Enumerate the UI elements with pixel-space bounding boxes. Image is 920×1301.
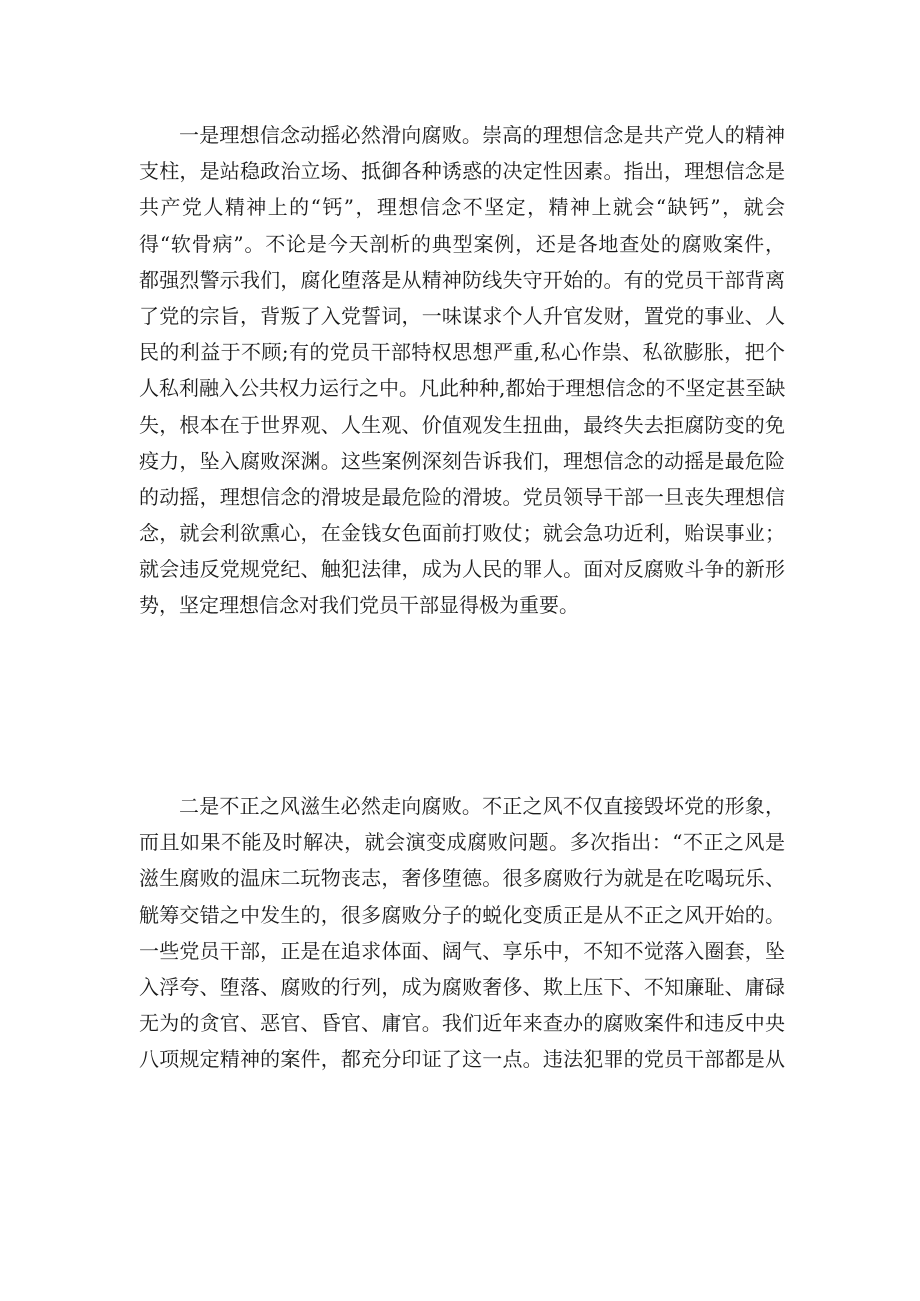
text-line: 失，根本在于世界观、人生观、价值观发生扭曲，最终失去拒腐防变的免 bbox=[139, 412, 785, 437]
paragraph-unhealthy-practices bbox=[139, 788, 785, 1078]
text-line: 念，就会利欲熏心，在金钱女色面前打败仗；就会急功近利，贻误事业； bbox=[139, 521, 785, 546]
text-line: 八项规定精神的案件，都充分印证了这一点。违法犯罪的党员干部都是从 bbox=[139, 1047, 785, 1072]
text-line: 就会违反党规党纪、触犯法律，成为人民的罪人。面对反腐败斗争的新形 bbox=[139, 557, 785, 582]
text-line: 滋生腐败的温床二玩物丧志，奢侈堕德。很多腐败行为就是在吃喝玩乐、 bbox=[139, 866, 785, 891]
text-line: 的动摇，理想信念的滑坡是最危险的滑坡。党员领导干部一旦丧失理想信 bbox=[139, 484, 785, 509]
text-line: 共产党人精神上的“钙”，理想信念不坚定，精神上就会“缺钙”，就会 bbox=[139, 195, 785, 220]
text-line: 无为的贪官、恶官、昏官、庸官。我们近年来查办的腐败案件和违反中央 bbox=[139, 1011, 785, 1036]
text-line: 入浮夸、堕落、腐败的行列，成为腐败奢侈、欺上压下、不知廉耻、庸碌 bbox=[139, 974, 785, 999]
text-line: 人私利融入公共权力运行之中。凡此种种,都始于理想信念的不坚定甚至缺 bbox=[139, 376, 786, 401]
text-line: 了党的宗旨，背叛了入党誓词，一味谋求个人升官发财，置党的事业、人 bbox=[139, 303, 785, 328]
text-line: 疫力，坠入腐败深渊。这些案例深刻告诉我们，理想信念的动摇是最危险 bbox=[139, 448, 785, 473]
text-line: 都强烈警示我们，腐化堕落是从精神防线失守开始的。有的党员干部背离 bbox=[139, 267, 785, 292]
text-line: 觥筹交错之中发生的，很多腐败分子的蜕化变质正是从不正之风开始的。 bbox=[139, 902, 785, 927]
text-line: 势，坚定理想信念对我们党员干部显得极为重要。 bbox=[139, 593, 579, 618]
text-line: 二是不正之风滋生必然走向腐败。不正之风不仅直接毁坏党的形象， bbox=[179, 794, 785, 818]
text-line: 得“软骨病”。不论是今天剖析的典型案例，还是各地查处的腐败案件， bbox=[139, 231, 785, 256]
text-line: 支柱，是站稳政治立场、抵御各种诱惑的决定性因素。指出，理想信念是 bbox=[139, 159, 785, 184]
text-line: 一些党员干部，正是在追求体面、阔气、享乐中，不知不觉落入圈套，坠 bbox=[139, 938, 785, 963]
text-line: 一是理想信念动摇必然滑向腐败。崇高的理想信念是共产党人的精神 bbox=[179, 123, 785, 147]
paragraph-ideals-and-beliefs bbox=[139, 117, 785, 624]
text-line: 民的利益于不顾;有的党员干部特权思想严重,私心作祟、私欲膨胀，把个 bbox=[139, 340, 785, 365]
text-line: 而且如果不能及时解决，就会演变成腐败问题。多次指出：“不正之风是 bbox=[139, 830, 785, 855]
